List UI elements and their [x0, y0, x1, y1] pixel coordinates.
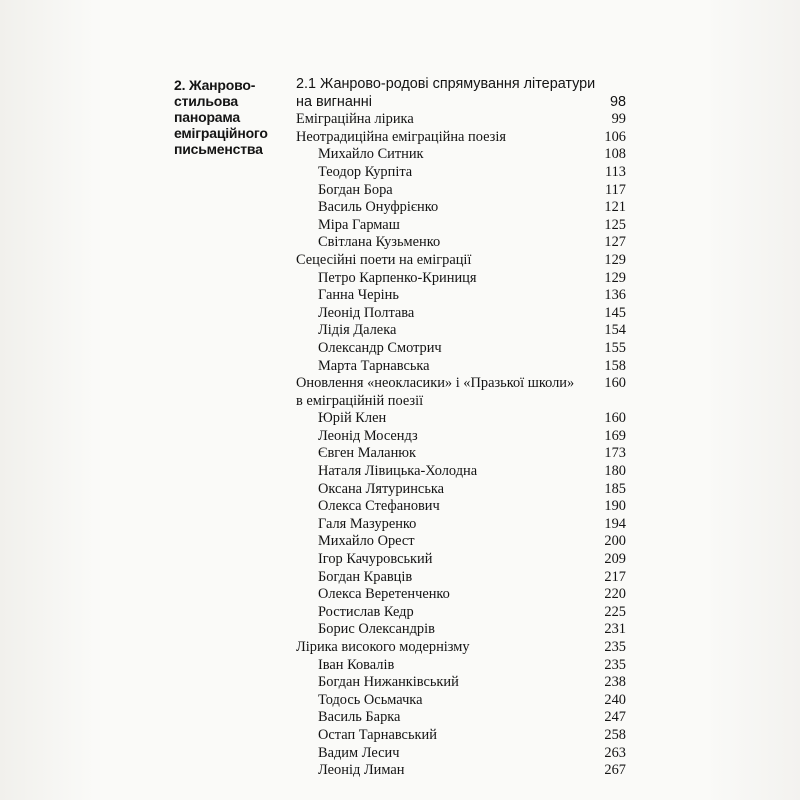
toc-entry-title: Лірика високого модернізму: [296, 639, 470, 655]
toc-entry-title: Світлана Кузьменко: [318, 234, 441, 251]
toc-entry-title: Богдан Кравців: [318, 568, 413, 585]
toc-entry-page: 240: [604, 691, 626, 708]
toc-entry-title: Леонід Лиман: [318, 762, 405, 779]
toc-author-entry: [296, 762, 626, 780]
toc-entry-title: Ігор Качуровський: [318, 551, 433, 568]
toc-entry-page: 194: [604, 515, 626, 532]
toc-author-entry: [296, 182, 626, 200]
toc-author-entry: [296, 551, 626, 569]
chapter-title-line1: 2.1 Жанрово-родові спрямування літератури: [296, 76, 596, 92]
toc-entry-title: Леонід Мосендз: [318, 427, 418, 444]
toc-author-entry: [296, 340, 626, 358]
toc-entry-page: 106: [604, 128, 626, 145]
toc-author-entry: [296, 270, 626, 288]
toc-section-entry: [296, 375, 626, 393]
chapter-title-line2: на вигнанні: [296, 93, 372, 110]
toc-entry-title: Олександр Смотрич: [318, 339, 442, 356]
toc-author-entry: [296, 322, 626, 340]
toc-section-entry: [296, 129, 626, 147]
toc-entry-title: Юрій Клен: [318, 410, 387, 427]
toc-entry-page: 145: [604, 304, 626, 321]
toc-author-entry: [296, 621, 626, 639]
toc-entry-page: 99: [611, 111, 626, 128]
toc-entry-title: Остап Тарнавський: [318, 726, 437, 743]
toc-entry-page: 220: [604, 586, 626, 603]
toc-entry-page: 190: [604, 498, 626, 515]
toc-entry-title: Неотрадиційна еміграційна поезія: [296, 128, 506, 145]
toc-entry-title: Лідія Далека: [318, 322, 397, 339]
toc-entry-page: 267: [604, 762, 626, 779]
toc-entry-page: 258: [604, 726, 626, 743]
toc-entry-title: Вадим Лесич: [318, 744, 400, 761]
toc-entry-title: Сецесійні поети на еміграції: [296, 251, 472, 268]
toc-author-entry: [296, 164, 626, 182]
toc-entry-title: Євген Маланюк: [318, 445, 417, 462]
toc-entry-page: 231: [604, 621, 626, 638]
toc-entry-title: Леонід Полтава: [318, 304, 415, 321]
toc-entry-title: Василь Барка: [318, 709, 401, 726]
toc-author-entry: [296, 428, 626, 446]
toc-entry-title: Ганна Черінь: [318, 287, 399, 304]
toc-entry-page: 155: [604, 339, 626, 356]
toc-entry-title: Міра Гармаш: [318, 216, 400, 233]
toc-entry-page: 169: [604, 427, 626, 444]
toc-entry-page: 235: [604, 639, 626, 655]
chapter-page: 98: [609, 93, 626, 110]
toc-entry-title: Богдан Нижанківський: [318, 674, 459, 691]
toc-entry-page: 125: [604, 216, 626, 233]
toc-section-entry: [296, 111, 626, 129]
toc-entry-title: в еміграційній поезії: [296, 392, 424, 409]
toc-author-entry: [296, 498, 626, 516]
toc-entry-page: 154: [604, 322, 626, 339]
toc-author-entry: [296, 657, 626, 675]
toc-section-entry: [296, 393, 626, 411]
toc-author-entry: [296, 234, 626, 252]
toc-entry-page: 160: [604, 410, 626, 427]
toc-entry-title: Михайло Орест: [318, 533, 415, 550]
toc-author-entry: [296, 481, 626, 499]
toc-entry-title: Оновлення «неокласики» і «Празької школи»: [296, 375, 575, 392]
chapter-title-row: [296, 94, 626, 112]
toc-entry-title: Василь Онуфрієнко: [318, 199, 439, 216]
toc-author-entry: [296, 463, 626, 481]
toc-author-entry: [296, 569, 626, 587]
toc-entry-title: Михайло Ситник: [318, 146, 424, 163]
toc-author-entry: [296, 199, 626, 217]
toc-author-entry: [296, 533, 626, 551]
toc-entry-page: 217: [604, 568, 626, 585]
toc-section-entry: [296, 252, 626, 270]
toc-entry-page: 185: [604, 480, 626, 497]
toc-entry-page: 173: [604, 445, 626, 462]
toc-section-entry: [296, 639, 626, 657]
toc-entry-page: 263: [604, 744, 626, 761]
toc-entry-title: Богдан Бора: [318, 181, 393, 198]
toc-entry-page: 108: [604, 146, 626, 163]
toc-entry-page: 158: [604, 357, 626, 374]
toc-entry-page: 200: [604, 533, 626, 550]
toc-entry-page: 113: [604, 163, 626, 180]
toc-entry-title: Борис Олександрів: [318, 621, 435, 638]
toc-entry-page: 238: [604, 674, 626, 691]
toc-entry-title: Іван Ковалів: [318, 656, 395, 673]
toc-entry-title: Теодор Курпіта: [318, 163, 413, 180]
toc-author-entry: [296, 410, 626, 428]
toc-entry-page: 127: [604, 234, 626, 251]
toc-author-entry: [296, 604, 626, 622]
toc-entry-page: 121: [604, 199, 626, 216]
toc-author-entry: [296, 146, 626, 164]
toc-author-entry: [296, 217, 626, 235]
toc-entry-title: Галя Мазуренко: [318, 515, 417, 532]
toc-entry-title: Марта Тарнавська: [318, 357, 430, 374]
toc-author-entry: [296, 692, 626, 710]
table-of-contents: [296, 76, 626, 780]
toc-entry-page: 136: [604, 287, 626, 304]
toc-entry-page: 235: [604, 656, 626, 673]
toc-author-entry: [296, 745, 626, 763]
toc-entry-title: Еміграційна лірика: [296, 111, 414, 128]
toc-author-entry: [296, 709, 626, 727]
toc-author-entry: [296, 287, 626, 305]
toc-entry-title: Олекса Веретенченко: [318, 586, 450, 603]
toc-author-entry: [296, 516, 626, 534]
toc-entry-title: Тодось Осьмачка: [318, 691, 423, 708]
chapter-heading: [296, 76, 626, 111]
toc-entry-title: Оксана Лятуринська: [318, 480, 445, 497]
toc-entry-page: 117: [604, 181, 626, 198]
toc-entry-page: 160: [604, 375, 626, 392]
toc-entry-title: Ростислав Кедр: [318, 603, 414, 620]
toc-entry-page: 129: [604, 251, 626, 268]
toc-entry-page: 180: [604, 463, 626, 480]
toc-author-entry: [296, 727, 626, 745]
toc-entry-page: 209: [604, 551, 626, 568]
toc-entry-title: Наталя Лівицька-Холодна: [318, 463, 478, 480]
toc-entry-page: 225: [604, 603, 626, 620]
section-label: 2. Жанрово-стильова панорама еміграційного письменства: [174, 77, 268, 157]
toc-author-entry: [296, 674, 626, 692]
toc-author-entry: [296, 305, 626, 323]
toc-author-entry: [296, 445, 626, 463]
toc-author-entry: [296, 586, 626, 604]
toc-entry-title: Петро Карпенко-Криниця: [318, 269, 477, 286]
toc-entry-page: 247: [604, 709, 626, 726]
toc-entry-title: Олекса Стефанович: [318, 498, 440, 515]
toc-entry-page: 129: [604, 269, 626, 286]
toc-author-entry: [296, 358, 626, 376]
